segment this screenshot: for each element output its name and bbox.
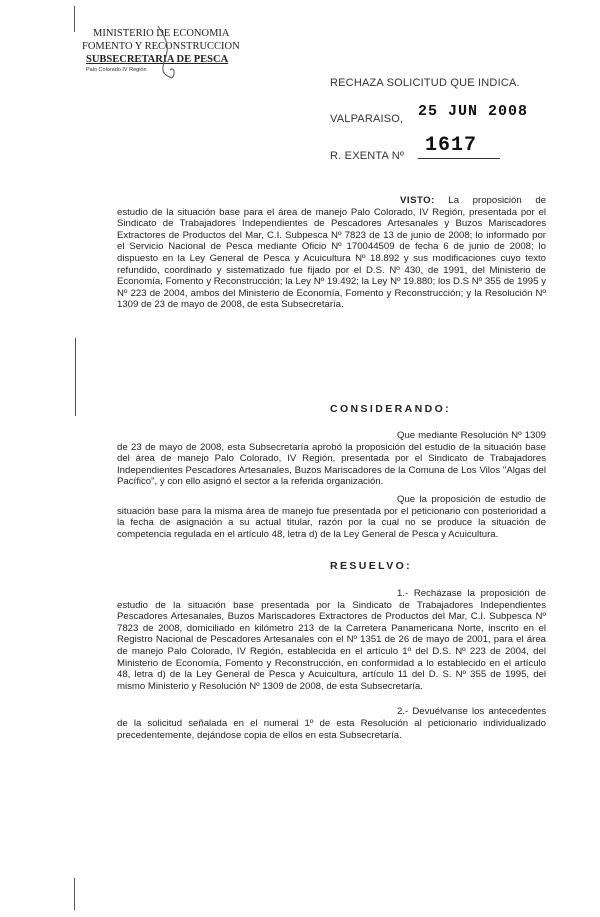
document-subject: RECHAZA SOLICITUD QUE INDICA. xyxy=(330,77,520,89)
document-place: VALPARAISO, xyxy=(330,113,404,125)
date-stamp: 25 JUN 2008 xyxy=(418,103,529,120)
margin-mark-bottom xyxy=(74,878,75,910)
letterhead-undersecretariat: SUBSECRETARIA DE PESCA xyxy=(86,54,229,65)
visto-text: La proposición de estudio de la situación base para el área de manejo Palo Colorado, IV Región, presentada por el Sindicato de Trabajadores Independientes de Pescadores Artesanales y Buzos Mariscadores Extractores de Productos del Mar, C.I. Subpesca Nº 7823 de 13 de junio de 2008; lo informado por el Servicio Nacional de Pesca mediante Oficio Nº 170044509 de fecha 6 de junio de 2008; lo dispuesto en la Ley General de Pesca y Acuicultura Nº 18.892 y sus modificaciones cuyo texto refundido, coordinado y sistematizado fue fijado por el D.S. Nº 430, de 1991, del Ministerio de Economía, Fomento y Reconstrucción; la Ley Nº 19.492; la Ley Nº 19.880; los D.S Nº 355 de 1995 y Nº 223 de 2004, ambos del Ministerio de Economía, Fomento y Reconstrucción; y la Resolución Nº 1309 de 23 de mayo de 2008, de esta Subsecretaría. xyxy=(117,195,546,311)
letterhead-reference: Palo Colorado IV Región xyxy=(86,67,147,73)
resuelvo-paragraph-1: 1.- Recházase la proposición de estudio de la situación base presentada por la Sindicato de Trabajadores Independientes Pescadores Artesanales, Buzos Mariscadores Extractores de Productos del Mar, C.I. Subpesca Nº 7823 de 2008, domiciliado en kilómetro 213 de la Carretera Panamericana Norte, inscrito en el Registro Nacional de Pescadores Artesanales con el Nº 1351 de 26 de mayo de 2001, para el área de manejo Palo Colorado, IV Región, establecida en el artículo 1º del D.S. Nº 223 de 2004, del Ministerio de Economía, Fomento y Reconstrucción, en conformidad a lo establecido en el artículo 48, letra d) de la Ley General de Pesca y Acuicultura, artículo 11 del D. S. Nº 355 de 1995, del mismo Ministerio y Resolución Nº 1309 de 2008, de esta Subsecretaría. xyxy=(117,588,546,692)
pen-mark xyxy=(150,22,190,82)
margin-mark-top xyxy=(74,6,75,32)
resolution-number: 1617 xyxy=(425,134,478,157)
visto-section xyxy=(117,195,546,311)
visto-label: VISTO: xyxy=(400,195,435,206)
margin-mark-mid xyxy=(75,338,76,416)
letterhead-ministry-2: FOMENTO Y RECONSTRUCCION xyxy=(82,41,240,52)
letterhead-ministry: MINISTERIO DE ECONOMIA xyxy=(93,28,230,39)
considerando-section xyxy=(117,430,546,540)
considerando-paragraph-2: Que la proposición de estudio de situación base para la misma área de manejo fue presentada por el peticionario con posterioridad a la fecha de asignación a su actual titular, razón por la cual no se produce la situación de competencia regulada en el artículo 48, letra d) de la Ley General de Pesca y Acuicultura. xyxy=(117,493,546,540)
resolution-label: R. EXENTA Nº xyxy=(330,150,405,162)
considerando-heading: CONSIDERANDO: xyxy=(330,403,452,415)
resuelvo-heading: RESUELVO: xyxy=(330,560,413,572)
resolution-number-line xyxy=(418,158,500,159)
resuelvo-paragraph-2: 2.- Devuélvanse los antecedentes de la solicitud señalada en el numeral 1º de esta Resolución al peticionario individualizado precedentemente, dejándose copia de ellos en esta Subsecretaría. xyxy=(117,706,546,741)
considerando-paragraph-1: Que mediante Resolución Nº 1309 de 23 de mayo de 2008, esta Subsecretaría aprobó la proposición del estudio de la situación base del área de manejo Palo Colorado, IV Región, presentada por el Sindicato de Trabajadores Independientes Pescadores Artesanales, Buzos Mariscadores de la Comuna de Los Vilos "Algas del Pacífico", y con ello asignó el sector a la referida organización. xyxy=(117,430,546,488)
resuelvo-section xyxy=(117,588,546,741)
